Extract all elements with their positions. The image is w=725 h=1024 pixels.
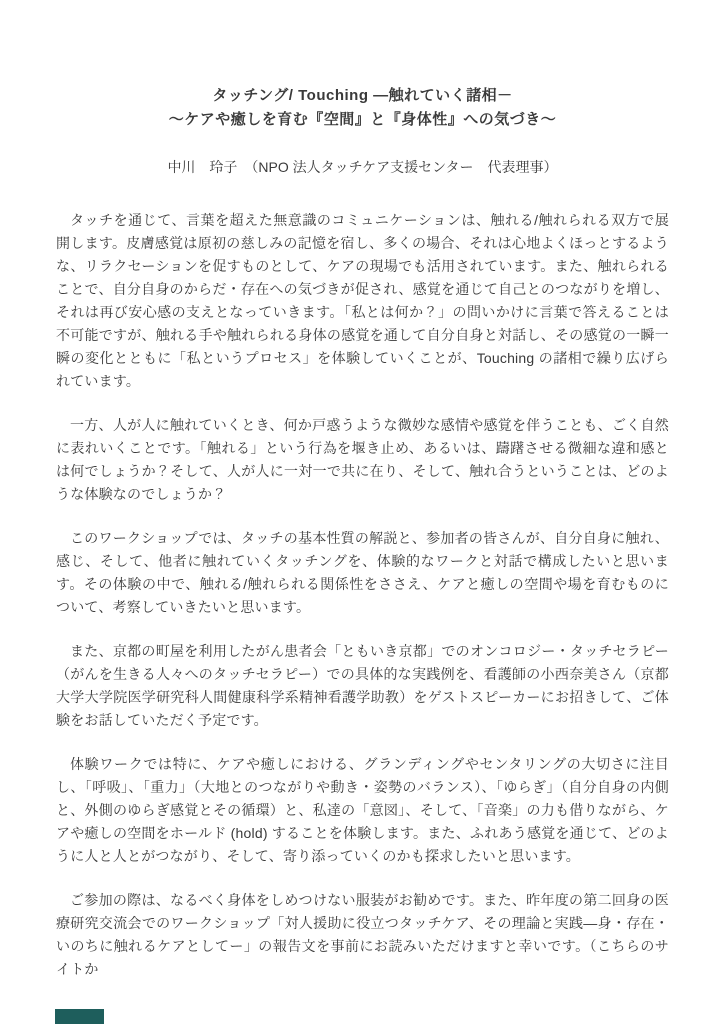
paragraph-3: このワークショップでは、タッチの基本性質の解説と、参加者の皆さんが、自分自身に触れ、感じ、そして、他者に触れていくタッチングを、体験的なワークと対話で構成したいと思います。その体験の中で、触れる/触れられる関係性をささえ、ケアと癒しの空間や場を育むものについて、考察していきたいと思います。 [56, 530, 669, 615]
paragraph-4: また、京都の町屋を利用したがん患者会「ともいき京都」でのオンコロジー・タッチセラピー（がんを生きる人々へのタッチセラピー）での具体的な実践例を、看護師の小西奈美さん（京都大学大学院医学研究科人間健康科学系精神看護学助教）をゲストスピーカーにお招きして、ご体験をお話していただく予定です。 [56, 643, 669, 728]
title-block [0, 0, 725, 132]
paragraph-6: ご参加の際は、なるべく身体をしめつけない服装がお勧めです。また、昨年度の第二回身の医療研究交流会でのワークショップ「対人援助に役立つタッチケア、その理論と実践—身・存在・いのちに触れるケアとしてー」の報告文を事前にお読みいただけますと幸いです。（こちらのサイトか [56, 892, 669, 977]
paragraph-5: 体験ワークでは特に、ケアや癒しにおける、グランディングやセンタリングの大切さに注目し、「呼吸」、「重力」（大地とのつながりや動き・姿勢のバランス）、「ゆらぎ」（自分自身の内側と、外側のゆらぎ感覚とその循環）と、私達の「意図」、そして、「音楽」の力も借りながら、ケアや癒しの空間をホールド (hold) することを体験します。また、ふれあう感覚を通じて、どのように人と人とがつながり、そして、寄り添っていくのかも探求したいと思います。 [56, 756, 669, 864]
paragraph-1: タッチを通じて、言葉を超えた無意識のコミュニケーションは、触れる/触れられる双方で展開します。皮膚感覚は原初の慈しみの記憶を宿し、多くの場合、それは心地よくほっとするような、リラクセーションを促すものとして、ケアの現場でも活用されています。また、触れられることで、自分自身のからだ・存在への気づきが促され、感覚を通じて自己とのつながりを増し、それは再び安心感の支えとなっていきます。「私とは何か？」の問いかけに言葉で答えることは不可能ですが、触れる手や触れられる身体の感覚を通して自分自身と対話し、その感覚の一瞬一瞬の変化とともに「私というプロセス」を体験していくことが、Touching の諸相で繰り広げられています。 [56, 212, 669, 389]
author-line: 中川 玲子 （NPO 法人タッチケア支援センター 代表理事） [167, 159, 558, 175]
document-title-line-2: ～ケアや癒しを育む『空間』と『身体性』への気づき～ [168, 111, 557, 128]
document-title-line-1: タッチング/ Touching —触れていく諸相－ [212, 87, 513, 104]
paragraph-2: 一方、人が人に触れていくとき、何か戸惑うような微妙な感情や感覚を伴うことも、ごく自然に表れいくことです。「触れる」という行為を堰き止め、あるいは、躊躇させる微細な違和感とは何でしょうか？そして、人が人に一対一で共に在り、そして、触れ合うということは、どのような体験なのでしょうか？ [56, 417, 669, 502]
document-body [56, 209, 669, 981]
bottom-left-color-box [55, 1009, 104, 1024]
